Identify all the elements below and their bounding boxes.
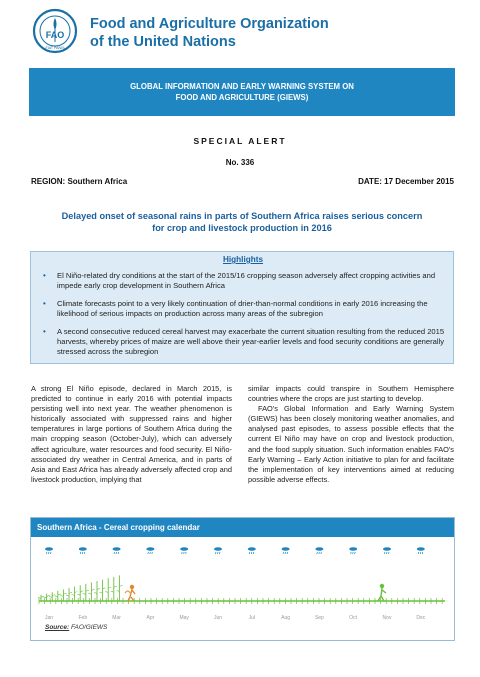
highlight-item: • A second consecutive reduced cereal harvest may exacerbate the current situation resulting from the reduced 2015 harvests, whereby prices of maize are well above their year-earlier levels and food security conditions are generally stressed across the subregion bbox=[43, 327, 445, 356]
calendar-source bbox=[45, 624, 107, 631]
alert-number: No. 336 bbox=[225, 158, 255, 167]
rain-icon bbox=[45, 547, 53, 554]
org-name-line2: of the United Nations bbox=[90, 34, 236, 50]
month-label: Nov bbox=[382, 615, 392, 621]
body-paragraph: similar impacts could transpire in Southern Hemisphere countries where the crops are just starting to develop. bbox=[248, 384, 454, 404]
month-label: Apr bbox=[146, 615, 155, 621]
month-label: Jun bbox=[213, 615, 223, 621]
special-alert-title: SPECIAL ALERT bbox=[193, 136, 287, 146]
headline bbox=[30, 210, 454, 234]
fao-logo bbox=[32, 8, 78, 54]
planting-icon bbox=[378, 584, 386, 601]
rain-icon bbox=[214, 547, 222, 554]
month-label: Dec bbox=[416, 615, 426, 621]
body-left-column bbox=[31, 384, 232, 485]
rain-icon bbox=[146, 547, 154, 554]
highlight-item: • El Niño-related dry conditions at the start of the 2015/16 cropping season adversely affect cropping activities and impede early crop development in Southern Africa bbox=[43, 271, 436, 290]
banner-line2: FOOD AND AGRICULTURE (GIEWS) bbox=[175, 93, 309, 102]
month-label: Jan bbox=[44, 615, 54, 621]
rain-icon bbox=[315, 547, 323, 554]
month-label: Aug bbox=[281, 615, 291, 621]
rain-icon bbox=[113, 547, 121, 554]
rain-icon bbox=[383, 547, 391, 554]
giews-banner bbox=[29, 68, 455, 116]
bullet-icon: • bbox=[43, 271, 46, 280]
rain-icons bbox=[45, 547, 425, 554]
month-label: Feb bbox=[78, 615, 88, 621]
headline-line1: Delayed onset of seasonal rains in parts of Southern Africa raises serious concern bbox=[61, 211, 423, 221]
rain-icon bbox=[79, 547, 87, 554]
growing-crop-icons bbox=[38, 575, 122, 601]
body-paragraph: A strong El Niño episode, declared in March 2015, is predicted to continue in early 2016 with potential impacts persisting well into next year. The weather phenomenon is historically associated with suppressed rains and higher temperatures in large portions of Southern Africa during the main cropping season (October-July), which can adversely affect agriculture, water resources and food security. El Niño-associated dry weather in Central America, and in parts of Asia and East Africa has already adversely affected crop and livestock production, implying that bbox=[31, 384, 232, 484]
cropping-calendar bbox=[30, 517, 455, 641]
calendar-graphic bbox=[31, 537, 454, 617]
svg-text:FIAT PANIS: FIAT PANIS bbox=[45, 46, 65, 50]
rain-icon bbox=[180, 547, 188, 554]
highlights-title: Highlights bbox=[222, 255, 264, 264]
crop-icon bbox=[116, 575, 122, 601]
alert-date: DATE: 17 December 2015 bbox=[358, 177, 454, 186]
highlight-item: • Climate forecasts point to a very likely continuation of drier-than-normal conditions in early 2016 increasing the likelihood of serious impacts on production across many areas of the subregion bbox=[43, 299, 428, 318]
crop-icon bbox=[111, 577, 117, 601]
rain-icon bbox=[282, 547, 290, 554]
highlights-box bbox=[30, 251, 454, 364]
month-label: Oct bbox=[349, 615, 358, 621]
source-label: Source: bbox=[45, 624, 70, 631]
source-value: FAO/GIEWS bbox=[71, 624, 108, 631]
alert-region: REGION: Southern Africa bbox=[31, 177, 128, 186]
svg-text:FAO: FAO bbox=[45, 30, 65, 40]
headline-line2: for crop and livestock production in 2016 bbox=[152, 223, 332, 233]
rain-icon bbox=[417, 547, 425, 554]
bullet-icon: • bbox=[43, 299, 46, 308]
body-right-column bbox=[248, 384, 454, 485]
harvest-icon bbox=[125, 585, 135, 601]
month-label: Mar bbox=[112, 615, 121, 621]
rain-icon bbox=[349, 547, 357, 554]
calendar-title: Southern Africa - Cereal cropping calendar bbox=[31, 518, 454, 537]
body-paragraph: FAO's Global Information and Early Warning System (GIEWS) has been closely monitoring weather anomalies, and analysed past episodes, to assess possible effects that the current El Niño may have on crop and livestock production, and the food supply situation. Such information enables FAO's Early Warning – Early Action initiative to plan for and facilitate the implementation of key interventions aimed at reducing possible adverse effects. bbox=[248, 404, 454, 484]
month-label: Jul bbox=[248, 615, 255, 621]
org-name-line1: Food and Agriculture Organization bbox=[90, 16, 329, 32]
month-label: Sep bbox=[314, 615, 324, 621]
crop-icon bbox=[105, 578, 111, 601]
rain-icon bbox=[248, 547, 256, 554]
banner-line1: GLOBAL INFORMATION AND EARLY WARNING SYSTEM ON bbox=[130, 82, 354, 91]
bullet-icon: • bbox=[43, 327, 46, 336]
crop-icon bbox=[100, 580, 106, 601]
month-label: May bbox=[179, 615, 189, 621]
